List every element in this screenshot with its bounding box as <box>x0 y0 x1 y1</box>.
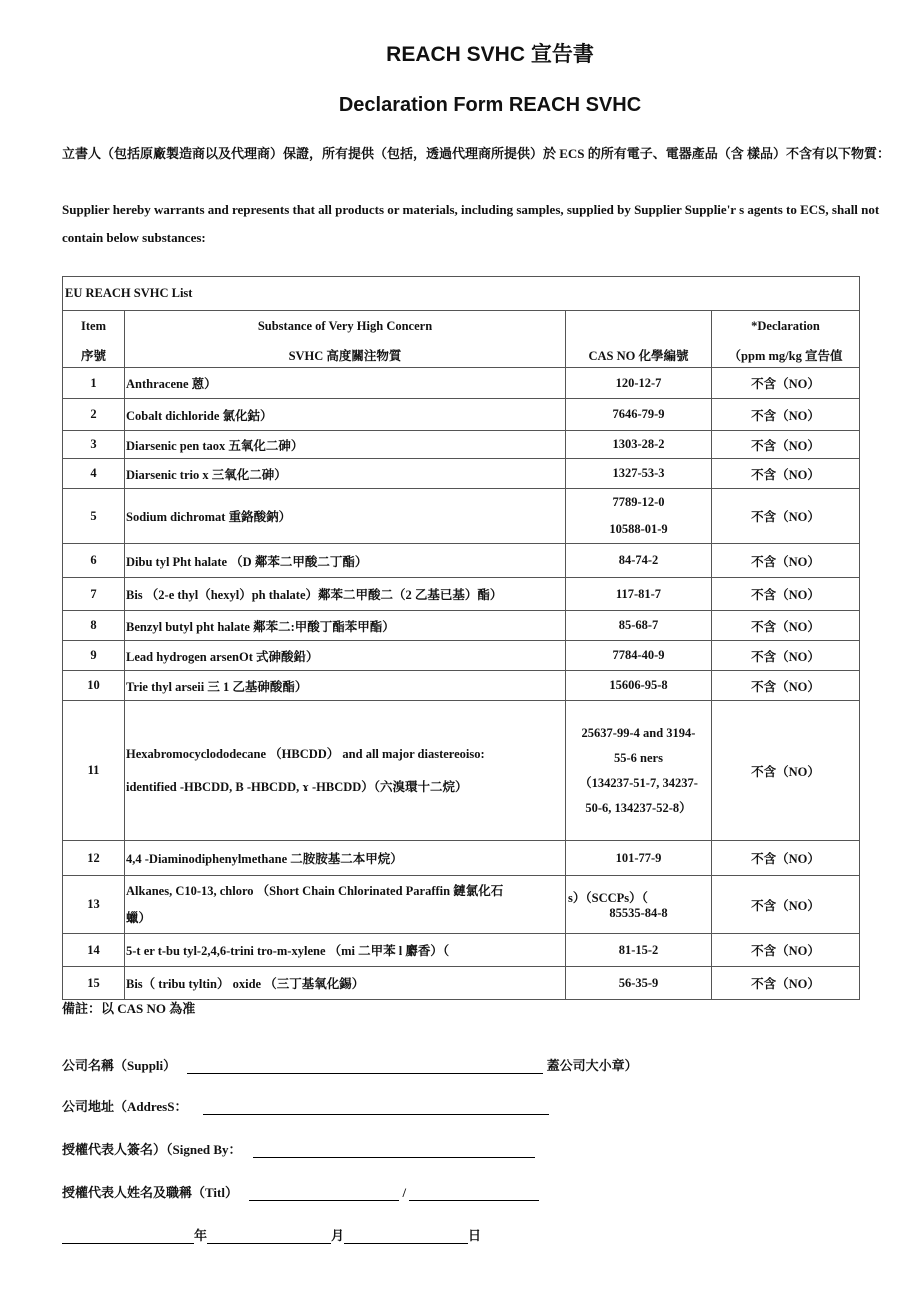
rep-name-input[interactable] <box>249 1186 399 1201</box>
row-declaration: 不含（NO） <box>712 967 860 1000</box>
row-declaration: 不含（NO） <box>712 841 860 876</box>
company-stamp-note: 蓋公司大小章） <box>546 1058 638 1073</box>
table-row <box>63 459 860 489</box>
company-name-field <box>62 1055 638 1074</box>
table-row <box>63 841 860 876</box>
row-number: 13 <box>63 876 125 934</box>
intro-english: Supplier hereby warrants and represents that all products or materials, including samples, supplied by Supplier Supplie'r s agents to ECS, shall not contain below substances: <box>62 202 880 245</box>
row-cas-line: 7789-12-0 <box>612 495 665 509</box>
row-substance: Lead hydrogen arsenOt 式砷酸鉛） <box>125 641 566 671</box>
company-name-input[interactable] <box>187 1059 543 1074</box>
table-row <box>63 578 860 611</box>
row-substance: Benzyl butyl pht halate 鄰苯二:甲酸丁酯苯甲酯） <box>125 611 566 641</box>
table-row <box>63 967 860 1000</box>
header-item-zh: 序號 <box>80 348 106 363</box>
company-address-label: 公司地址（AddresS： <box>62 1099 188 1114</box>
row-number: 1 <box>63 368 125 399</box>
row-cas-line: 50-6, 134237-52-8） <box>585 800 692 815</box>
table-row <box>63 671 860 701</box>
date-field <box>62 1225 481 1244</box>
row-cas-line: 85535-84-8 <box>609 906 668 920</box>
header-item <box>63 311 125 368</box>
row-substance-line: 蠟） <box>126 910 152 925</box>
company-address-input[interactable] <box>203 1100 549 1115</box>
row-cas: 7784-40-9 <box>566 641 712 671</box>
rep-title-separator: / <box>402 1185 407 1200</box>
table-row <box>63 489 860 544</box>
row-cas <box>566 876 712 934</box>
header-cas-label: CAS NO 化學編號 <box>588 348 689 363</box>
row-declaration: 不含（NO） <box>712 368 860 399</box>
table-row <box>63 934 860 967</box>
row-cas-line: 25637-99-4 and 3194- <box>581 725 696 740</box>
row-substance: Diarsenic pen taox 五氧化二砷） <box>125 431 566 459</box>
year-input[interactable] <box>62 1229 194 1244</box>
table-row <box>63 399 860 431</box>
month-input[interactable] <box>207 1229 331 1244</box>
row-substance: Bis （2-e thyl（hexyl）ph thalate）鄰苯二甲酸二（2 乙基已基）酯） <box>125 578 566 611</box>
row-declaration: 不含（NO） <box>712 459 860 489</box>
header-cas <box>566 311 712 368</box>
header-item-en: Item <box>81 318 106 333</box>
document-subtitle: Declaration Form REACH SVHC <box>338 94 642 116</box>
row-declaration: 不含（NO） <box>712 701 860 841</box>
header-substance <box>125 311 566 368</box>
table-row <box>63 368 860 399</box>
row-cas-line: 55-6 ners <box>614 750 663 765</box>
row-number: 12 <box>63 841 125 876</box>
row-cas: 120-12-7 <box>566 368 712 399</box>
rep-title-field <box>62 1182 539 1201</box>
signature-input[interactable] <box>253 1143 535 1158</box>
row-number: 11 <box>63 701 125 841</box>
row-substance-line: Alkanes, C10-13, chloro （Short Chain Chlorinated Paraffin 鏈氯化石 <box>126 883 504 898</box>
row-cas: 1327-53-3 <box>566 459 712 489</box>
row-number: 7 <box>63 578 125 611</box>
row-cas: 101-77-9 <box>566 841 712 876</box>
row-cas: 15606-95-8 <box>566 671 712 701</box>
table-header-row <box>63 311 860 368</box>
header-substance-en: Substance of Very High Concern <box>257 318 433 333</box>
rep-title-input[interactable] <box>409 1186 539 1201</box>
header-decl-en: *Declaration <box>751 318 820 333</box>
row-cas <box>566 489 712 544</box>
row-cas <box>566 701 712 841</box>
row-cas: 84-74-2 <box>566 544 712 578</box>
table-row <box>63 611 860 641</box>
signature-field <box>62 1139 535 1158</box>
table-row <box>63 701 860 841</box>
row-cas-line: 10588-01-9 <box>609 522 668 536</box>
row-substance: Trie thyl arseii 三 1 乙基砷酸酯） <box>125 671 566 701</box>
row-number: 2 <box>63 399 125 431</box>
document-title: REACH SVHC 宣告書 <box>386 43 594 66</box>
table-row <box>63 431 860 459</box>
row-substance: Bis（ tribu tyltin） oxide （三丁基氧化錫） <box>125 967 566 1000</box>
row-declaration: 不含（NO） <box>712 641 860 671</box>
row-substance <box>125 701 566 841</box>
row-declaration: 不含（NO） <box>712 544 860 578</box>
row-declaration: 不含（NO） <box>712 489 860 544</box>
row-declaration: 不含（NO） <box>712 611 860 641</box>
row-cas: 56-35-9 <box>566 967 712 1000</box>
row-cas: 1303-28-2 <box>566 431 712 459</box>
company-address-field <box>62 1096 549 1115</box>
row-substance: Sodium dichromat 重鉻酸鈉） <box>125 489 566 544</box>
table-row <box>63 544 860 578</box>
row-substance <box>125 876 566 934</box>
row-declaration: 不含（NO） <box>712 431 860 459</box>
row-cas-line: （134237-51-7, 34237- <box>579 775 698 790</box>
note: 備註：以 CAS NO 為准 <box>62 1001 196 1016</box>
table-row <box>63 876 860 934</box>
row-cas-line: s）（SCCPs）（ <box>568 891 648 905</box>
row-number: 9 <box>63 641 125 671</box>
row-declaration: 不含（NO） <box>712 876 860 934</box>
row-declaration: 不含（NO） <box>712 399 860 431</box>
row-cas: 117-81-7 <box>566 578 712 611</box>
svhc-table <box>62 276 860 1000</box>
row-substance-line: identified -HBCDD, B -HBCDD, ɤ -HBCDD）（六溴環十二烷） <box>126 779 468 794</box>
row-number: 5 <box>63 489 125 544</box>
row-substance: Anthracene 蒽） <box>125 368 566 399</box>
row-number: 4 <box>63 459 125 489</box>
row-substance: Cobalt dichloride 氯化鈷） <box>125 399 566 431</box>
row-substance: 5-t er t-bu tyl-2,4,6-trini tro-m-xylene （mi 二甲苯 l 麝香）（ <box>125 934 566 967</box>
row-substance: Dibu tyl Pht halate （D 鄰苯二甲酸二丁酯） <box>125 544 566 578</box>
month-label: 月 <box>331 1228 345 1243</box>
row-cas: 81-15-2 <box>566 934 712 967</box>
row-number: 15 <box>63 967 125 1000</box>
row-declaration: 不含（NO） <box>712 671 860 701</box>
row-substance-line: Hexabromocyclododecane （HBCDD） and all major diastereoiso: <box>126 746 485 761</box>
signature-label: 授權代表人簽名）（Signed By： <box>62 1142 242 1157</box>
list-title: EU REACH SVHC List <box>63 277 860 311</box>
table-list-title-row <box>63 277 860 311</box>
row-number: 10 <box>63 671 125 701</box>
row-cas: 85-68-7 <box>566 611 712 641</box>
row-declaration: 不含（NO） <box>712 578 860 611</box>
header-declaration <box>712 311 860 368</box>
row-substance: 4,4 -Diaminodiphenylmethane 二胺胺基二本甲烷） <box>125 841 566 876</box>
day-label: 日 <box>468 1228 482 1243</box>
row-number: 6 <box>63 544 125 578</box>
company-name-label: 公司名稱（Suppli） <box>62 1058 177 1073</box>
year-label: 年 <box>194 1228 208 1243</box>
header-substance-zh: SVHC 高度關注物質 <box>288 348 402 363</box>
rep-title-label: 授權代表人姓名及職稱（Titl） <box>62 1185 238 1200</box>
row-cas: 7646-79-9 <box>566 399 712 431</box>
row-declaration: 不含（NO） <box>712 934 860 967</box>
row-number: 3 <box>63 431 125 459</box>
table-row <box>63 641 860 671</box>
row-number: 8 <box>63 611 125 641</box>
row-substance: Diarsenic trio x 三氧化二砷） <box>125 459 566 489</box>
day-input[interactable] <box>344 1229 468 1244</box>
row-number: 14 <box>63 934 125 967</box>
intro-chinese: 立書人（包括原廠製造商以及代理商）保證，所有提供（包括，透過代理商所提供）於 ECS 的所有電子、電器產品（含 樣品）不含有以下物質： <box>62 146 891 161</box>
header-decl-zh: （ppm mg/kg 宣告值 <box>728 348 843 363</box>
